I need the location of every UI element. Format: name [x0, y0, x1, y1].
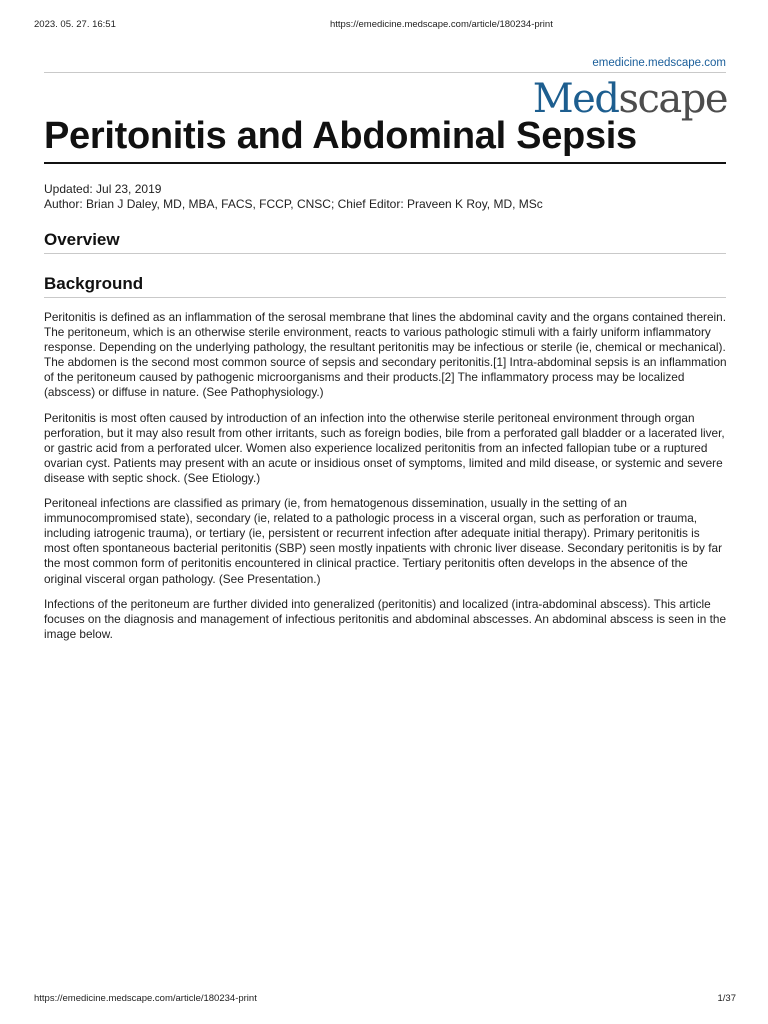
article-body [44, 310, 728, 652]
paragraph: Peritonitis is defined as an inflammation of the serosal membrane that lines the abdominal cavity and the organs contained therein. The peritoneum, which is an otherwise sterile environment, reacts to various pathologic stimuli with a fairly uniform inflammatory response. Depending on the underlying pathology, the resultant peritonitis may be infectious or sterile (ie, chemical or mechanical). The abdomen is the second most common source of sepsis and secondary peritonitis.[1] Intra-abdominal sepsis is an inflammation of the peritoneum caused by pathogenic microorganisms and their products.[2] The inflammatory process may be localized (abscess) or diffuse in nature. (See Pathophysiology.) [44, 310, 727, 400]
paragraph: Infections of the peritoneum are further divided into generalized (peritonitis) and localized (intra-abdominal abscess). This article focuses on the diagnosis and management of infectious peritonitis and abdominal abscesses. An abdominal abscess is seen in the image below. [44, 596, 727, 641]
overview-divider [44, 253, 726, 254]
site-link[interactable]: emedicine.medscape.com [592, 57, 726, 69]
section-heading-background: Background [44, 274, 144, 293]
paragraph: Peritoneal infections are classified as primary (ie, from hematogenous dissemination, usually in the setting of an immunocompromised state), secondary (ie, related to a pathologic process in a visceral organ, such as perforation or trauma, including iatrogenic trauma), or tertiary (ie, persistent or recurrent infection after adequate initial therapy). Primary peritonitis is most often spontaneous bacterial peritonitis (SBP) seen mostly inpatients with chronic liver disease. Secondary peritonitis is by far the most common form of peritonitis encountered in clinical practice. Tertiary peritonitis often develops in the absence of the original visceral organ pathology. (See Presentation.) [44, 496, 722, 586]
title-divider [44, 162, 726, 164]
paragraph: Peritonitis is most often caused by introduction of an infection into the otherwise sterile peritoneal environment through organ perforation, but it may also result from other irritants, such as foreign bodies, bile from a perforated gall bladder or a lacerated liver, or gastric acid from a perforated ulcer. Women also experience localized peritonitis from an infected fallopian tube or a ruptured ovarian cyst. Patients may present with an acute or insidious onset of symptoms, limited and mild disease, or systemic and severe disease with septic shock. (See Etiology.) [44, 410, 725, 485]
print-header-url: https://emedicine.medscape.com/article/180234-print [330, 19, 553, 30]
author-line: Author: Brian J Daley, MD, MBA, FACS, FCCP, CNSC; Chief Editor: Praveen K Roy, MD, MSc [44, 197, 543, 211]
print-datetime: 2023. 05. 27. 16:51 [34, 19, 116, 30]
medscape-logo[interactable]: Medscape [532, 76, 727, 122]
top-divider [44, 72, 726, 73]
article-meta [44, 182, 543, 212]
page-number: 1/37 [717, 993, 736, 1004]
background-divider [44, 297, 726, 298]
page-title: Peritonitis and Abdominal Sepsis [44, 115, 637, 157]
updated-date: Updated: Jul 23, 2019 [44, 182, 162, 196]
print-footer-url: https://emedicine.medscape.com/article/180234-print [34, 993, 257, 1004]
section-heading-overview: Overview [44, 230, 120, 249]
